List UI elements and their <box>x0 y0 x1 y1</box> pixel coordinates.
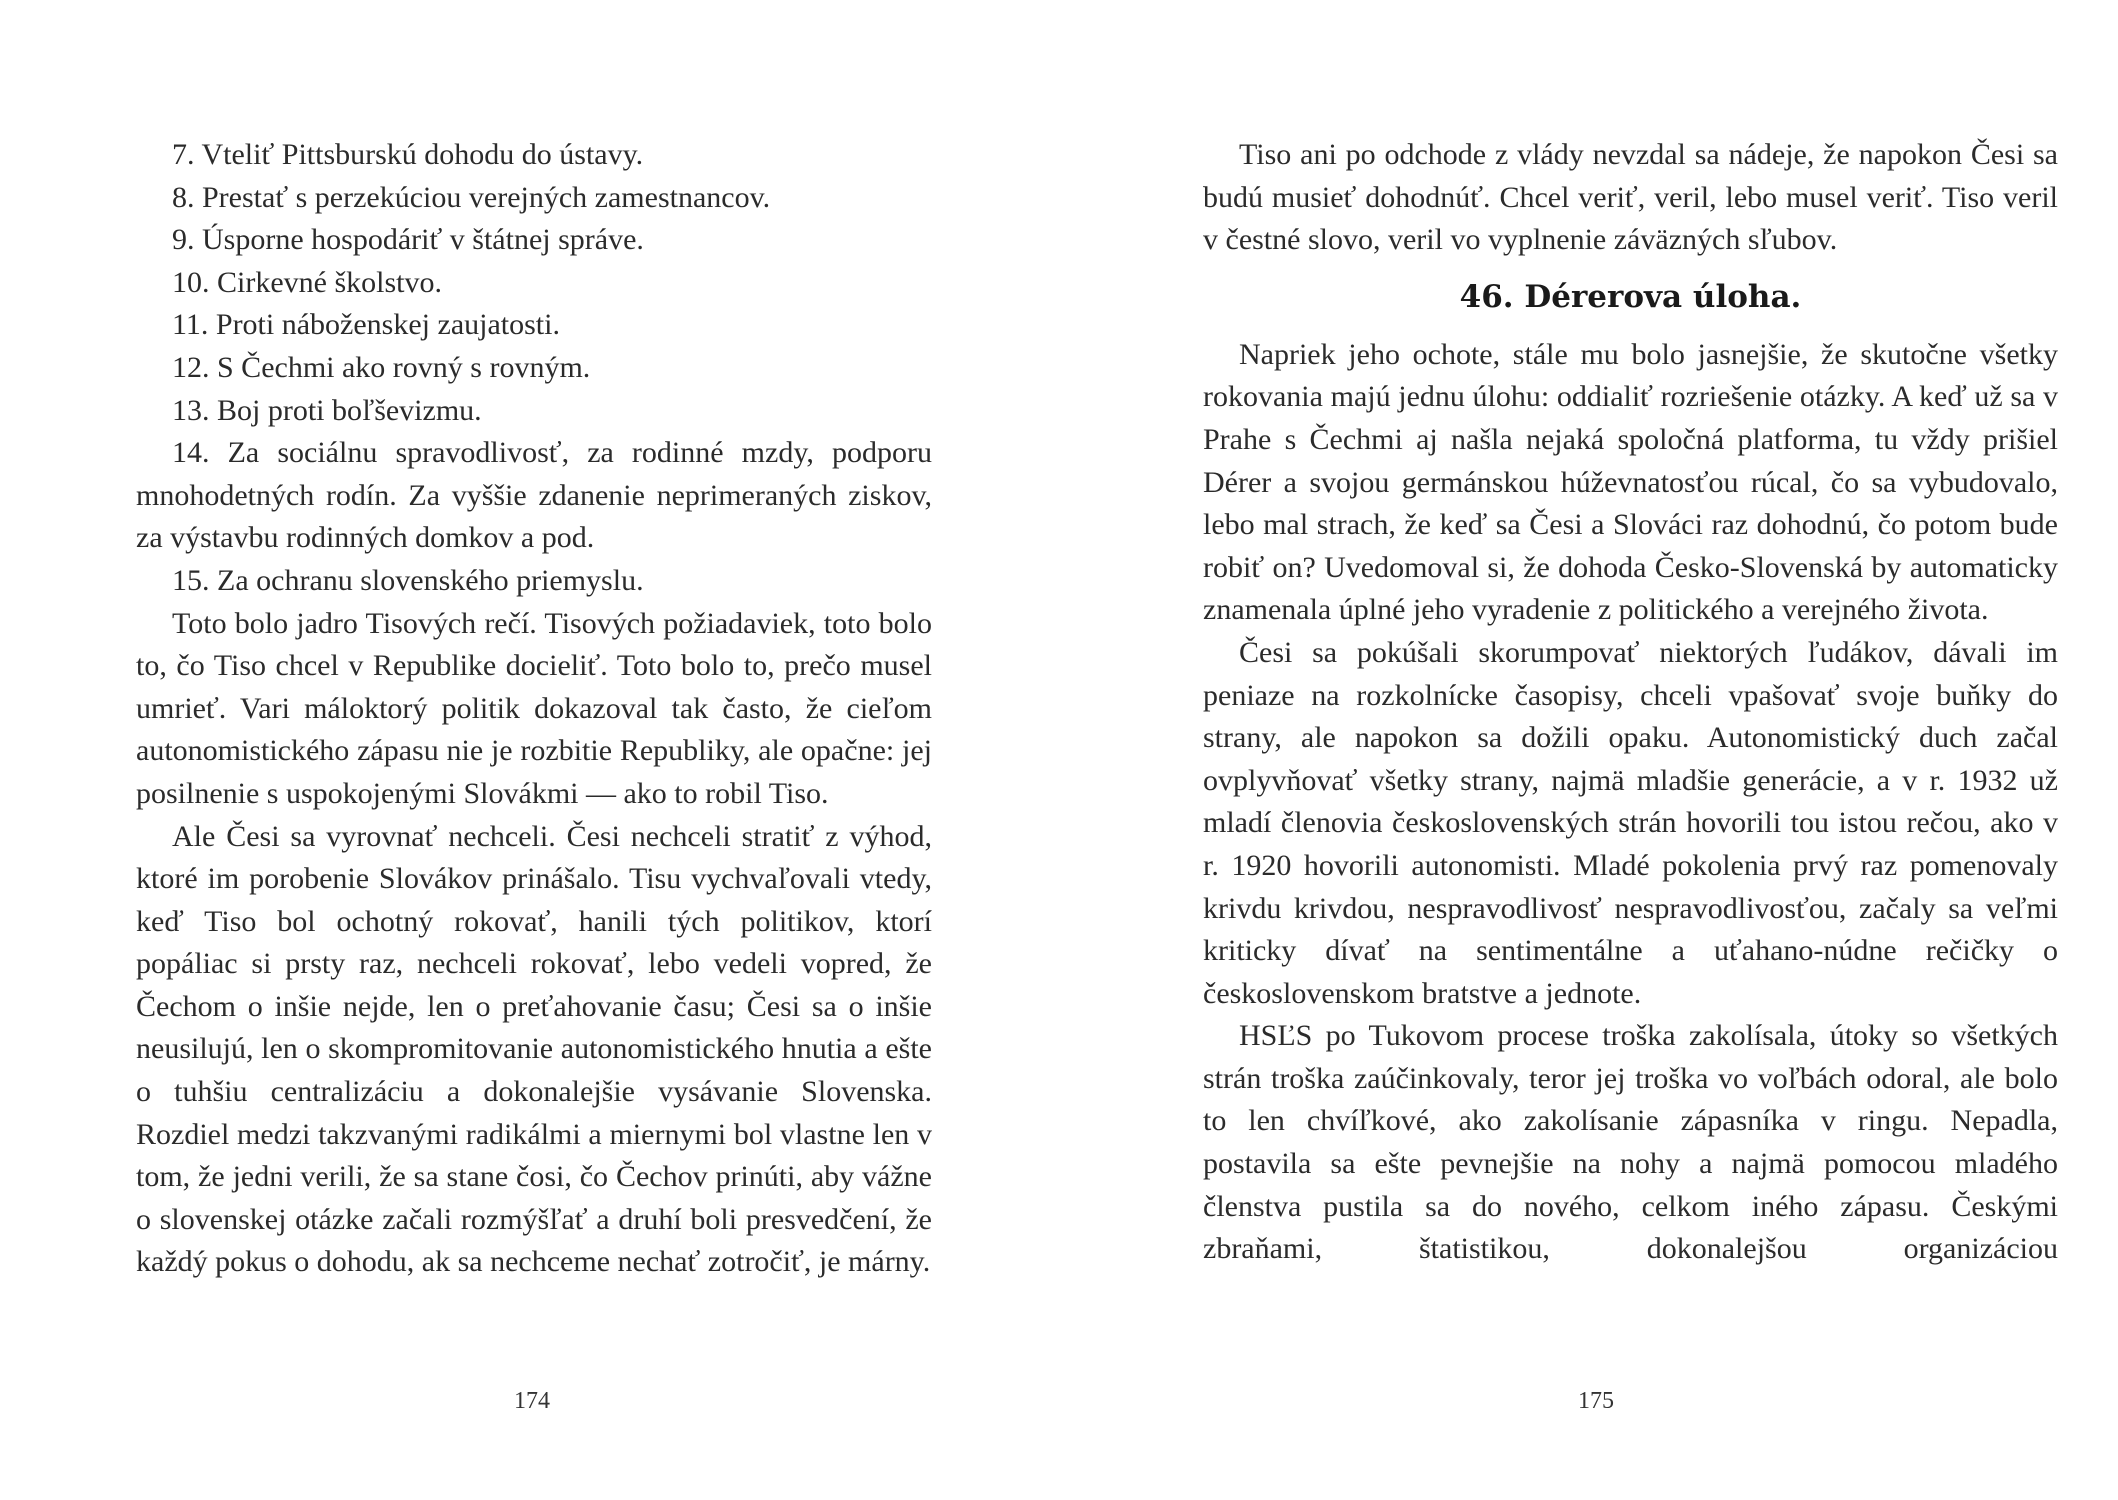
right-page <box>1059 0 2118 1500</box>
body-paragraph: HSĽS po Tukovom procese troška zakolísala, útoky so všetkých strán troška zaúčinkovaly, teror jej troška vo voľbách odoral, ale bolo to len chvíľkové, ako zakolísanie zápasníka v ringu. Nepadla, postavila sa ešte pevnejšie na nohy a najmä pomocou mladého členstva pustila sa do nového, celkom iného zápasu. Českými zbraňami, štatistikou, dokonalejšou organizáciou <box>1203 1019 2058 1266</box>
list-item: 12. S Čechmi ako rovný s rovným. <box>172 350 591 384</box>
list-item: 13. Boj proti boľševizmu. <box>172 393 482 427</box>
left-page-text <box>136 134 932 1284</box>
page-number: 174 <box>514 1388 550 1414</box>
intro-paragraph: Tiso ani po odchode z vlády nevzdal sa nádeje, že napokon Česi sa budú musieť dohodnúť. Chcel veriť, veril, lebo musel veriť. Tiso veril v čestné slovo, veril vo vyplnenie záväzných sľubov. <box>1203 138 2058 257</box>
list-item: 15. Za ochranu slovenského priemyslu. <box>172 563 644 597</box>
list-item: 7. Vteliť Pittsburskú dohodu do ústavy. <box>172 138 644 171</box>
chapter-heading: 46. Dérerova úloha. <box>1459 278 1802 315</box>
right-page-text <box>1203 134 2058 1271</box>
list-item: 10. Cirkevné školstvo. <box>172 265 442 299</box>
list-item: 8. Prestať s perzekúciou verejných zamestnancov. <box>172 180 771 214</box>
list-item: 14. Za sociálnu spravodlivosť, za rodinné mzdy, podporu mnohodetných rodín. Za vyššie zdanenie neprimeraných ziskov, za výstavbu rodinných domkov a pod. <box>136 436 932 555</box>
page-number: 175 <box>1578 1388 1614 1414</box>
body-paragraph: Česi sa pokúšali skorumpovať niektorých ľudákov, dávali im peniaze na rozkolnícke časopisy, chceli vpašovať svoje buňky do strany, ale napokon sa dožili opaku. Autonomistický duch začal ovplyvňovať všetky strany, najmä mladšie generácie, a v r. 1932 už mladí členovia československých strán hovorili tou istou rečou, ako v r. 1920 hovorili autonomisti. Mladé pokolenia prvý raz pomenovaly krivdu krivdou, nespravodlivosť nespravodlivosťou, začaly sa veľmi kriticky dívať na sentimentálne a uťahano-núdne rečičky o československom bratstve a jednote. <box>1203 635 2058 1010</box>
body-paragraph: Napriek jeho ochote, stále mu bolo jasnejšie, že skutočne všetky rokovania majú jednu úlohu: oddialiť rozriešenie otázky. A keď už sa v Prahe s Čechmi aj našla nejaká spoločná platforma, tu vždy prišiel Dérer a svojou germánskou húževnatosťou rúcal, čo sa vybudovalo, lebo mal strach, že keď sa Česi a Slováci raz dohodnú, čo potom bude robiť on? Uvedomoval si, že dohoda Česko-Slovenská by automaticky znamenala úplné jeho vyradenie z politického a verejného života. <box>1203 337 2058 627</box>
list-item: 9. Úsporne hospodáriť v štátnej správe. <box>172 223 644 257</box>
list-item: 11. Proti náboženskej zaujatosti. <box>172 308 560 342</box>
body-paragraph: Toto bolo jadro Tisových rečí. Tisových požiadaviek, toto bolo to, čo Tiso chcel v Republike docieliť. Toto bolo to, prečo musel umrieť. Vari máloktorý politik dokazoval tak často, že cieľom autonomistického zápasu nie je rozbitie Republiky, ale opačne: jej posilnenie s uspokojenými Slovákmi — ako to robil Tiso. <box>136 606 932 810</box>
body-paragraph: Ale Česi sa vyrovnať nechceli. Česi nechceli stratiť z výhod, ktoré im porobenie Slovákov prinášalo. Tisu vychvaľovali vtedy, keď Tiso bol ochotný rokovať, hanili tých politikov, ktorí popáliac si prsty raz, nechceli rokovať, lebo vedeli vopred, že Čechom o inšie nejde, len o preťahovanie času; Česi sa o inšie neusilujú, len o skompromitovanie autonomistického hnutia a ešte o tuhšiu centralizáciu a dokonalejšie vysávanie Slovenska. Rozdiel medzi takzvanými radikálmi a miernymi bol vlastne len v tom, že jedni verili, že sa stane čosi, čo Čechov prinúti, aby vážne o slovenskej otázke začali rozmýšľať a druhí boli presvedčení, že každý pokus o dohodu, ak sa nechceme nechať zotročiť, je márny. <box>136 819 932 1279</box>
